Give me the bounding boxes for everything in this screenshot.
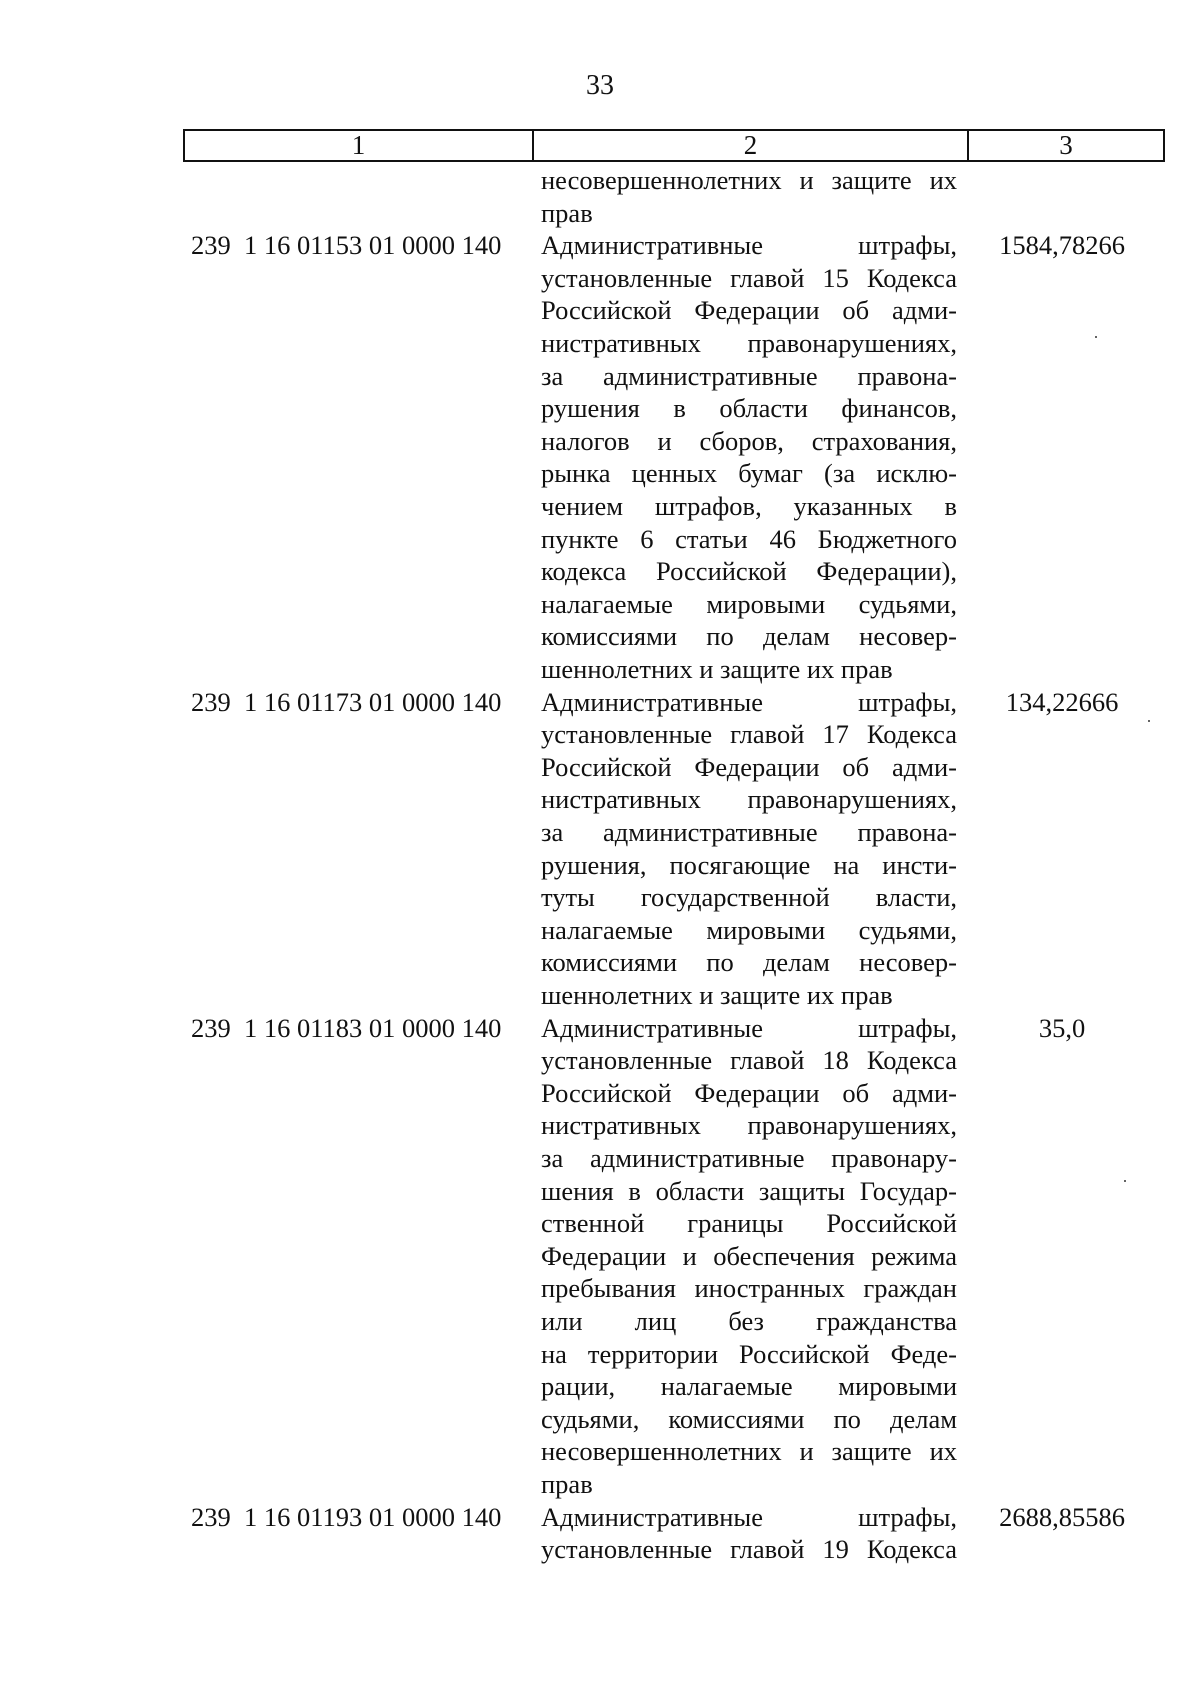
description-line: туты государственной власти, bbox=[541, 882, 957, 913]
description-line: Российской Федерации об адми- bbox=[541, 751, 957, 782]
description-line: пребывания иностранных граждан bbox=[541, 1273, 957, 1304]
row-amount: 35,0 bbox=[1038, 1012, 1086, 1043]
description-line: Российской Федерации об адми- bbox=[541, 1077, 957, 1108]
description-line: нистративных правонарушениях, bbox=[541, 1110, 957, 1141]
description-line: прав bbox=[541, 197, 593, 228]
description-line: шения в области защиты Государ- bbox=[541, 1175, 957, 1206]
description-line: установленные главой 19 Кодекса bbox=[541, 1534, 957, 1565]
row-amount: 1584,78266 bbox=[999, 230, 1125, 261]
description-line: шеннолетних и защите их прав bbox=[541, 654, 893, 684]
row-amount: 134,22666 bbox=[1005, 686, 1119, 717]
description-line: рынка ценных бумаг (за исклю- bbox=[541, 458, 957, 489]
description-line: чением штрафов, указанных в bbox=[541, 491, 957, 521]
description-line: несовершеннолетних и защите их bbox=[541, 1436, 957, 1467]
description-line: Российской Федерации об адми- bbox=[541, 295, 957, 326]
description-line: судьями, комиссиями по делам bbox=[541, 1403, 957, 1434]
header-col-1: 1 bbox=[185, 131, 534, 160]
scan-speck bbox=[1124, 1180, 1126, 1182]
description-line: Административные штрафы, bbox=[541, 230, 957, 261]
description-line: пункте 6 статьи 46 Бюджетного bbox=[541, 523, 957, 554]
header-col-2: 2 bbox=[534, 131, 969, 160]
description-line: или лиц без гражданства bbox=[541, 1306, 957, 1336]
description-line: комиссиями по делам несовер- bbox=[541, 621, 957, 652]
description-line: Федерации и обеспечения режима bbox=[541, 1240, 957, 1271]
description-line: установленные главой 15 Кодекса bbox=[541, 262, 957, 293]
row-amount: 2688,85586 bbox=[999, 1501, 1125, 1532]
description-line: рушения, посягающие на инсти- bbox=[541, 849, 957, 880]
row-code: 239 1 16 01153 01 0000 140 bbox=[191, 230, 502, 261]
description-line: налагаемые мировыми судьями, bbox=[541, 588, 957, 619]
row-code: 239 1 16 01193 01 0000 140 bbox=[191, 1501, 502, 1532]
scan-speck bbox=[1095, 336, 1097, 338]
description-line: кодекса Российской Федерации), bbox=[541, 556, 957, 587]
row-code: 239 1 16 01183 01 0000 140 bbox=[191, 1012, 502, 1043]
description-line: Административные штрафы, bbox=[541, 686, 957, 717]
description-line: несовершеннолетних и защите их bbox=[541, 165, 957, 195]
page-number-text: 33 bbox=[586, 70, 614, 101]
description-line: за административные правона- bbox=[541, 360, 957, 391]
description-line: установленные главой 18 Кодекса bbox=[541, 1045, 957, 1076]
description-line: нистративных правонарушениях, bbox=[541, 784, 957, 815]
description-line: Административные штрафы, bbox=[541, 1501, 957, 1532]
description-line: комиссиями по делам несовер- bbox=[541, 947, 957, 978]
description-line: прав bbox=[541, 1469, 593, 1499]
table-header bbox=[183, 129, 1165, 162]
description-line: установленные главой 17 Кодекса bbox=[541, 719, 957, 750]
description-line: шеннолетних и защите их прав bbox=[541, 980, 893, 1010]
row-code: 239 1 16 01173 01 0000 140 bbox=[191, 686, 502, 717]
description-line: на территории Российской Феде- bbox=[541, 1338, 957, 1369]
description-line: нистративных правонарушениях, bbox=[541, 328, 957, 358]
description-line: Административные штрафы, bbox=[541, 1012, 957, 1043]
header-col-3: 3 bbox=[1059, 130, 1073, 160]
description-line: налогов и сборов, страхования, bbox=[541, 425, 957, 456]
description-line: ственной границы Российской bbox=[541, 1208, 957, 1239]
description-line: за административные правона- bbox=[541, 817, 957, 847]
description-line: налагаемые мировыми судьями, bbox=[541, 914, 957, 945]
scan-speck bbox=[1148, 720, 1150, 722]
description-line: за административные правонару- bbox=[541, 1143, 957, 1173]
description-line: рушения в области финансов, bbox=[541, 393, 957, 424]
description-line: рации, налагаемые мировыми bbox=[541, 1371, 957, 1402]
